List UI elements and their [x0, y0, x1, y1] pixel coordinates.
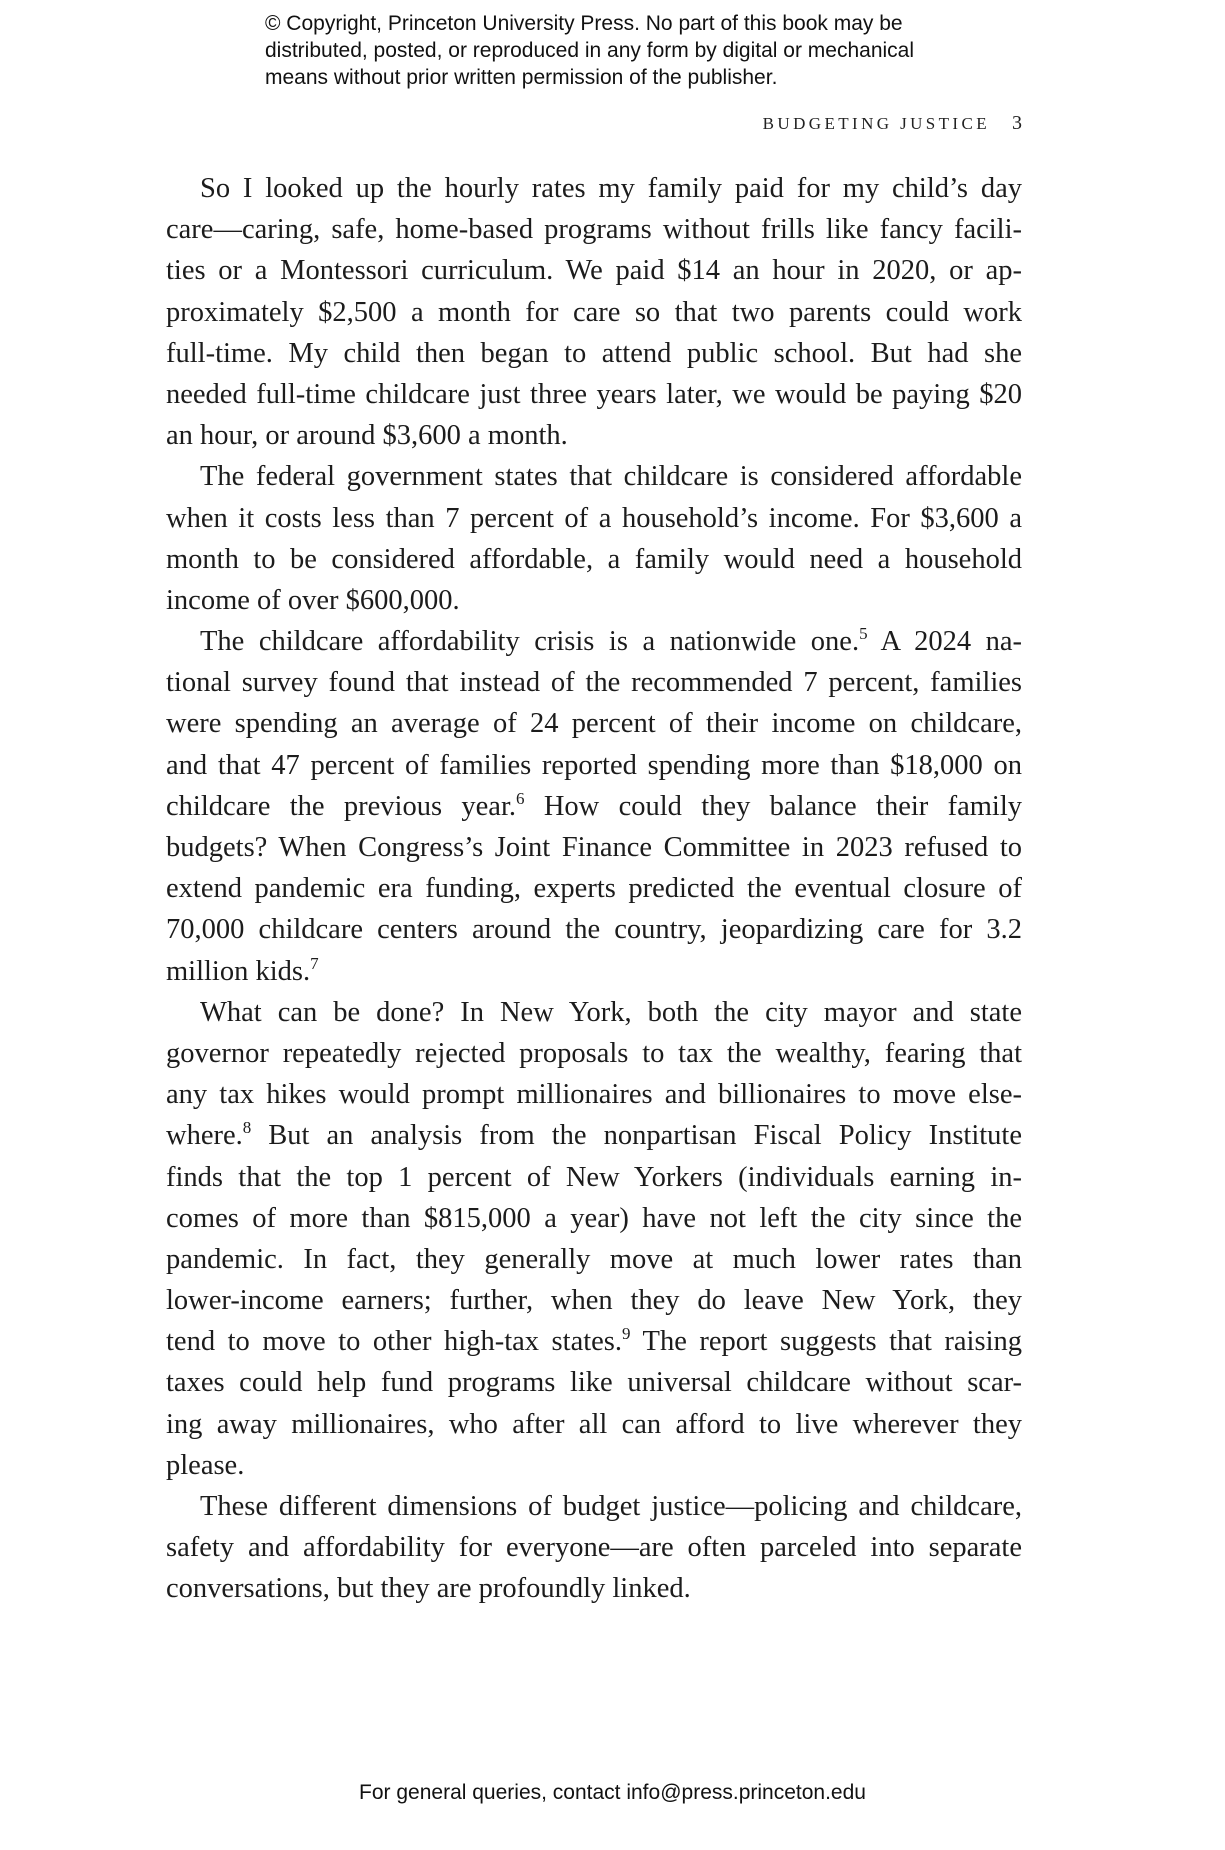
- text-line: an hour, or around $3,600 a month.: [166, 420, 568, 452]
- footnote-marker[interactable]: 9: [622, 1324, 631, 1344]
- text-line: These different dimensions of budget justice—policing and childcare,: [200, 1491, 1022, 1522]
- text-line: and that 47 percent of families reported spending more than $18,000 on: [166, 749, 1022, 781]
- text-line: ties or a Montessori curriculum. We paid $14 an hour in 2020, or ap-: [166, 255, 1022, 287]
- text-segment: where.: [166, 1120, 243, 1152]
- footnote-marker[interactable]: 5: [859, 624, 868, 644]
- text-line: [166, 951, 1022, 992]
- text-line: [166, 786, 1022, 827]
- text-line: tional survey found that instead of the recommended 7 percent, families: [166, 667, 1022, 699]
- text-line: lower-income earners; further, when they do leave New York, they: [166, 1285, 1022, 1317]
- text-line: please.: [166, 1449, 245, 1481]
- text-line: taxes could help fund programs like universal childcare without scar-: [166, 1367, 1022, 1399]
- text-line: [166, 621, 1022, 662]
- text-line: care—caring, safe, home-based programs without frills like fancy facili-: [166, 214, 1022, 246]
- footnote-marker[interactable]: 7: [310, 953, 319, 973]
- paragraph: [166, 456, 1022, 621]
- text-line: proximately $2,500 a month for care so that two parents could work: [166, 296, 1022, 328]
- copyright-notice: [265, 10, 914, 91]
- text-segment: A 2024 na-: [867, 626, 1022, 658]
- body-text: [166, 168, 1022, 1610]
- text-line: The federal government states that childcare is considered affordable: [200, 461, 1022, 493]
- text-line: ing away millionaires, who after all can afford to live wherever they: [166, 1408, 1022, 1440]
- text-line: extend pandemic era funding, experts predicted the eventual closure of: [166, 873, 1022, 905]
- page-number: 3: [1012, 112, 1022, 134]
- text-segment: million kids.: [166, 955, 311, 987]
- text-line: pandemic. In fact, they generally move at much lower rates than: [166, 1243, 1022, 1275]
- text-line: governor repeatedly rejected proposals to tax the wealthy, fearing that: [166, 1037, 1022, 1069]
- text-line: 70,000 childcare centers around the country, jeopardizing care for 3.2: [166, 914, 1022, 946]
- footer-contact: For general queries, contact info@press.princeton.edu: [359, 1781, 866, 1804]
- text-line: comes of more than $815,000 a year) have not left the city since the: [166, 1202, 1022, 1234]
- text-line: conversations, but they are profoundly linked.: [166, 1573, 691, 1605]
- footnote-marker[interactable]: 8: [242, 1118, 252, 1138]
- text-segment: How could they balance their family: [524, 790, 1022, 822]
- copyright-line: distributed, posted, or reproduced in any form by digital or mechanical: [265, 39, 915, 62]
- footnote-marker[interactable]: 6: [516, 788, 525, 808]
- text-segment: childcare the previous year.: [166, 790, 517, 822]
- running-head: [763, 112, 1022, 135]
- text-line: [166, 1115, 1022, 1156]
- text-line: So I looked up the hourly rates my family paid for my child’s day: [200, 173, 1022, 204]
- paragraph: [166, 1486, 1022, 1610]
- text-line: What can be done? In New York, both the city mayor and state: [200, 996, 1022, 1028]
- text-segment: tend to move to other high-tax states.: [166, 1326, 622, 1358]
- text-line: income of over $600,000.: [166, 584, 460, 616]
- text-segment: But an analysis from the nonpartisan Fiscal Policy Institute: [251, 1120, 1022, 1152]
- text-line: needed full-time childcare just three years later, we would be paying $20: [166, 378, 1022, 410]
- paragraph: [166, 992, 1022, 1486]
- text-line: any tax hikes would prompt millionaires and billionaires to move else-: [166, 1079, 1022, 1111]
- text-line: finds that the top 1 percent of New Yorkers (individuals earning in-: [166, 1161, 1022, 1193]
- text-line: budgets? When Congress’s Joint Finance Committee in 2023 refused to: [166, 832, 1022, 863]
- text-segment: The report suggests that raising: [630, 1326, 1022, 1358]
- text-line: month to be considered affordable, a family would need a household: [166, 543, 1022, 575]
- paragraph: [166, 621, 1022, 992]
- text-line: full-time. My child then began to attend public school. But had she: [166, 337, 1022, 369]
- text-segment: The childcare affordability crisis is a nationwide one.: [200, 626, 860, 658]
- copyright-line: means without prior written permission of the publisher.: [265, 66, 778, 89]
- copyright-line: © Copyright, Princeton University Press. No part of this book may be: [265, 12, 903, 35]
- text-line: [166, 1321, 1022, 1362]
- paragraph: [166, 168, 1022, 456]
- text-line: safety and affordability for everyone—are often parceled into separate: [166, 1532, 1022, 1564]
- text-line: when it costs less than 7 percent of a household’s income. For $3,600 a: [166, 502, 1022, 534]
- running-head-title: BUDGETING JUSTICE: [762, 114, 990, 133]
- text-line: were spending an average of 24 percent of their income on childcare,: [166, 708, 1022, 740]
